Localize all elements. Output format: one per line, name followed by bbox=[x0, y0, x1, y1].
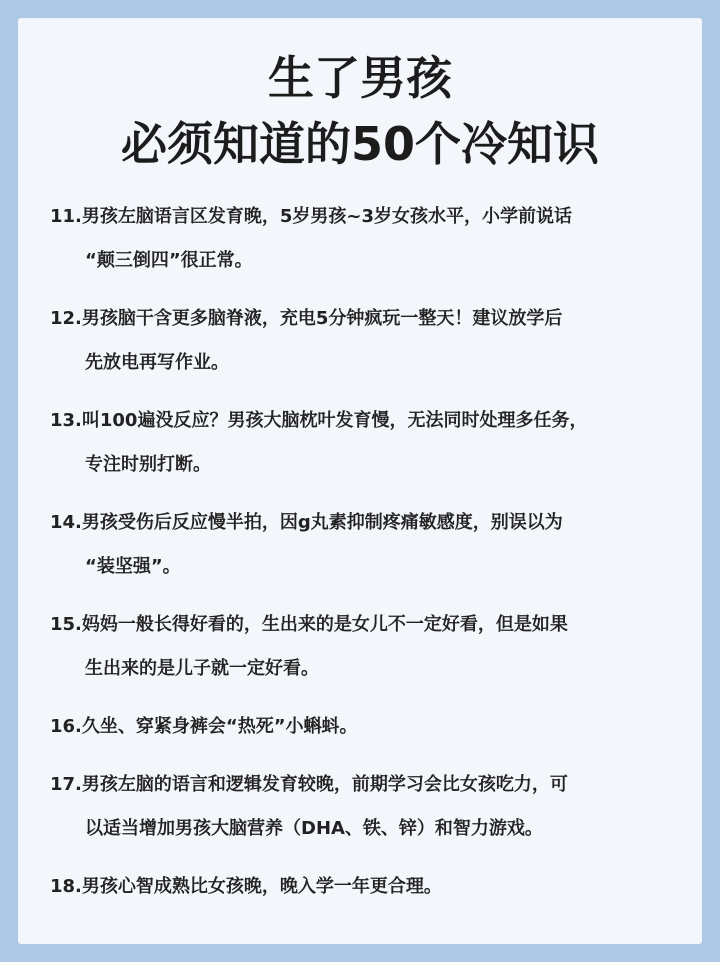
item-text-continued: 以适当增加男孩大脑营养（DHA、铁、锌）和智力游戏。 bbox=[85, 818, 543, 839]
list-item bbox=[50, 763, 680, 851]
item-text-continued: 专注时别打断。 bbox=[85, 454, 211, 475]
item-text: 13.叫100遍没反应？男孩大脑枕叶发育慢，无法同时处理多任务， bbox=[50, 410, 588, 431]
facts-list bbox=[50, 195, 680, 923]
item-text: 11.男孩左脑语言区发育晚，5岁男孩~3岁女孩水平，小学前说话 bbox=[50, 206, 573, 227]
item-text-continued: “颠三倒四”很正常。 bbox=[85, 250, 253, 271]
item-text: 16.久坐、穿紧身裤会“热死”小蝌蚪。 bbox=[50, 716, 358, 737]
item-text: 17.男孩左脑的语言和逻辑发育较晚，前期学习会比女孩吃力，可 bbox=[50, 774, 568, 795]
list-item bbox=[50, 399, 680, 487]
list-item bbox=[50, 501, 680, 589]
item-text-continued: “装坚强”。 bbox=[85, 556, 181, 577]
list-item bbox=[50, 603, 680, 691]
list-item bbox=[50, 195, 680, 283]
list-item bbox=[50, 297, 680, 385]
item-text: 18.男孩心智成熟比女孩晚，晚入学一年更合理。 bbox=[50, 876, 442, 897]
page-title: 生了男孩 bbox=[268, 51, 452, 105]
item-text: 15.妈妈一般长得好看的，生出来的是女儿不一定好看，但是如果 bbox=[50, 614, 568, 635]
item-text-continued: 先放电再写作业。 bbox=[85, 352, 229, 373]
page-subtitle: 必须知道的50个冷知识 bbox=[120, 117, 599, 171]
item-text: 14.男孩受伤后反应慢半拍，因g丸素抑制疼痛敏感度，别误以为 bbox=[50, 512, 563, 533]
list-item bbox=[50, 865, 680, 909]
item-text: 12.男孩脑干含更多脑脊液，充电5分钟疯玩一整天！建议放学后 bbox=[50, 308, 563, 329]
item-text-continued: 生出来的是儿子就一定好看。 bbox=[85, 658, 319, 679]
list-item bbox=[50, 705, 680, 749]
